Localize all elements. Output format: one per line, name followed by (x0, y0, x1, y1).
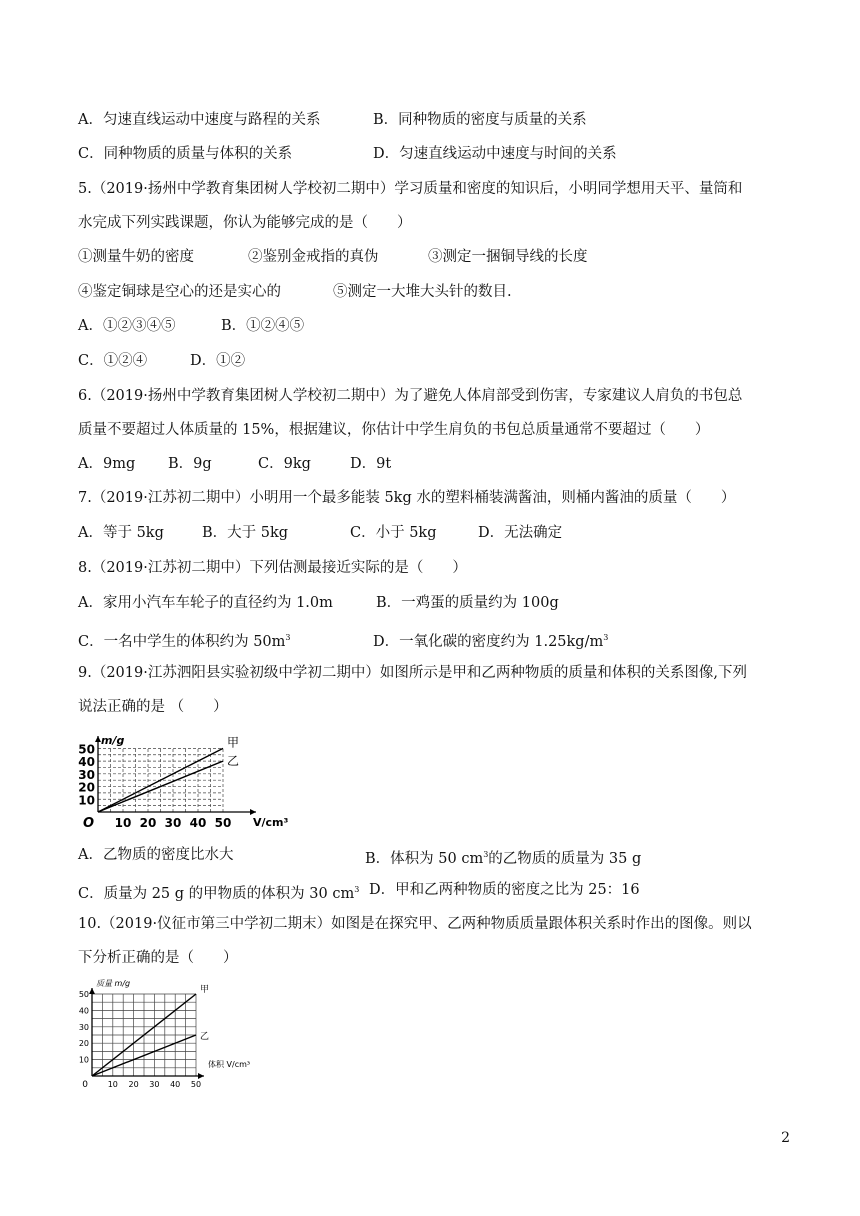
y-tick-label: 40 (78, 755, 95, 770)
q6-option-a: A．9mg (78, 456, 136, 472)
y-axis-arrow (89, 988, 95, 994)
y-axis-label: 质量 m/g (96, 979, 131, 988)
q9-option-b-sup: 3 (483, 850, 489, 859)
q8-option-c-text: C．一名中学生的体积约为 50m (78, 634, 286, 650)
q5-item-1: ①测量牛奶的密度 (78, 249, 194, 265)
x-tick-label: 10 (107, 1080, 118, 1089)
x-tick-label: 20 (139, 816, 157, 830)
q10-mass-volume-chart (68, 976, 283, 1094)
q8-option-b: B．一鸡蛋的质量约为 100g (376, 595, 559, 611)
x-tick-label: 50 (214, 816, 232, 830)
q8-option-d-sup: 3 (603, 633, 609, 642)
q5-stem-line1: 5.（2019·扬州中学教育集团树人学校初二期中）学习质量和密度的知识后，小明同学想用天平、量筒和 (78, 181, 743, 197)
x-tick-label: 40 (170, 1080, 181, 1089)
q5-stem-line2: 水完成下列实践课题，你认为能够完成的是（ ） (78, 215, 412, 231)
q9-option-c (78, 880, 359, 904)
y-tick-label: 40 (78, 1006, 89, 1016)
q8-option-c (78, 628, 291, 652)
q6-stem-line1: 6.（2019·扬州中学教育集团树人学校初二期中）为了避免人体肩部受到伤害，专家建议人肩负的书包总 (78, 388, 743, 404)
q10-stem-line2: 下分析正确的是（ ） (78, 950, 238, 966)
y-tick-label: 30 (78, 767, 95, 782)
origin-label: O (82, 816, 94, 831)
x-axis-label: 体积 V/cm³ (208, 1060, 251, 1069)
q8-option-c-sup: 3 (285, 633, 291, 642)
q5-option-a: A．①②③④⑤ (78, 318, 176, 334)
q9-option-d: D．甲和乙两种物质的密度之比为 25：16 (369, 882, 640, 898)
q7-option-b: B．大于 5kg (202, 525, 289, 541)
q5-item-3: ③测定一捆铜导线的长度 (428, 249, 588, 265)
x-tick-label: 50 (190, 1080, 202, 1089)
q9-option-a: A．乙物质的密度比水大 (78, 847, 234, 863)
x-axis-arrow (250, 809, 256, 815)
q9-mass-volume-chart (68, 728, 289, 834)
q6-option-b: B．9g (168, 456, 212, 472)
y-tick-label: 10 (78, 1055, 89, 1065)
series-label-yi: 乙 (200, 1032, 210, 1042)
series-label-jia: 甲 (200, 985, 210, 995)
q8-option-d-text: D．一氧化碳的密度约为 1.25kg/m (373, 634, 604, 650)
y-tick-label: 20 (78, 1039, 89, 1049)
y-tick-label: 10 (78, 793, 95, 808)
q6-option-c: C．9kg (258, 456, 311, 472)
x-tick-label: 40 (189, 816, 207, 830)
q7-option-c: C．小于 5kg (350, 525, 437, 541)
q5-option-b: B．①②④⑤ (221, 318, 305, 334)
q9-option-c-pre: C．质量为 25 g 的甲物质的体积为 30 cm (78, 886, 355, 902)
q5-item-4: ④鉴定铜球是空心的还是实心的 (78, 284, 281, 300)
y-tick-label: 20 (78, 780, 95, 795)
q9-option-b-post: 的乙物质的质量为 35 g (488, 851, 642, 867)
q6-stem-line2: 质量不要超过人体质量的 15%，根据建议，你估计中学生肩负的书包总质量通常不要超过（ ） (78, 422, 710, 438)
q9-option-b-pre: B．体积为 50 cm (365, 851, 484, 867)
x-tick-label: 10 (114, 816, 132, 830)
y-axis-label: m/g (101, 734, 125, 747)
x-tick-label: 20 (128, 1080, 139, 1089)
y-tick-label: 50 (78, 742, 95, 757)
q9-option-b (365, 845, 641, 869)
q10-stem-line1: 10.（2019·仪征市第三中学初二期末）如图是在探究甲、乙两种物质质量跟体积关系时作出的图像。则以 (78, 916, 752, 932)
q8-stem: 8.（2019·江苏初二期中）下列估测最接近实际的是（ ） (78, 560, 467, 576)
q4-option-b: B．同种物质的密度与质量的关系 (373, 112, 587, 128)
q4-option-d: D．匀速直线运动中速度与时间的关系 (373, 146, 617, 162)
q4-option-c: C．同种物质的质量与体积的关系 (78, 146, 293, 162)
q8-option-d (373, 628, 608, 652)
q5-option-d: D．①② (190, 353, 246, 369)
x-tick-label: 30 (164, 816, 182, 830)
x-axis-label: V/cm³ (253, 816, 289, 829)
page-number: 2 (781, 1130, 790, 1146)
series-label-jia: 甲 (227, 735, 240, 750)
y-tick-label: 30 (78, 1022, 89, 1032)
series-label-yi: 乙 (227, 754, 240, 769)
q7-stem: 7.（2019·江苏初二期中）小明用一个最多能装 5kg 水的塑料桶装满酱油，则桶内酱油的质量（ ） (78, 490, 736, 506)
q8-option-a: A．家用小汽车车轮子的直径约为 1.0m (78, 595, 333, 611)
y-tick-label: 50 (78, 990, 89, 999)
q7-option-a: A．等于 5kg (78, 525, 164, 541)
q6-option-d: D．9t (350, 456, 392, 472)
x-tick-label: 30 (149, 1080, 160, 1089)
q5-item-5: ⑤测定一大堆大头针的数目. (333, 284, 512, 300)
x-axis-arrow (198, 1073, 204, 1079)
q9-option-c-sup: 3 (354, 885, 360, 894)
q9-stem-line1: 9.（2019·江苏泗阳县实验初级中学初二期中）如图所示是甲和乙两种物质的质量和体积的关系图像,下列 (78, 665, 747, 681)
q4-option-a: A．匀速直线运动中速度与路程的关系 (78, 112, 321, 128)
q7-option-d: D．无法确定 (478, 525, 563, 541)
q5-option-c: C．①②④ (78, 353, 148, 369)
origin-label: 0 (82, 1080, 88, 1090)
q9-stem-line2: 说法正确的是 （ ） (78, 699, 228, 715)
q5-item-2: ②鉴别金戒指的真伪 (248, 249, 379, 265)
